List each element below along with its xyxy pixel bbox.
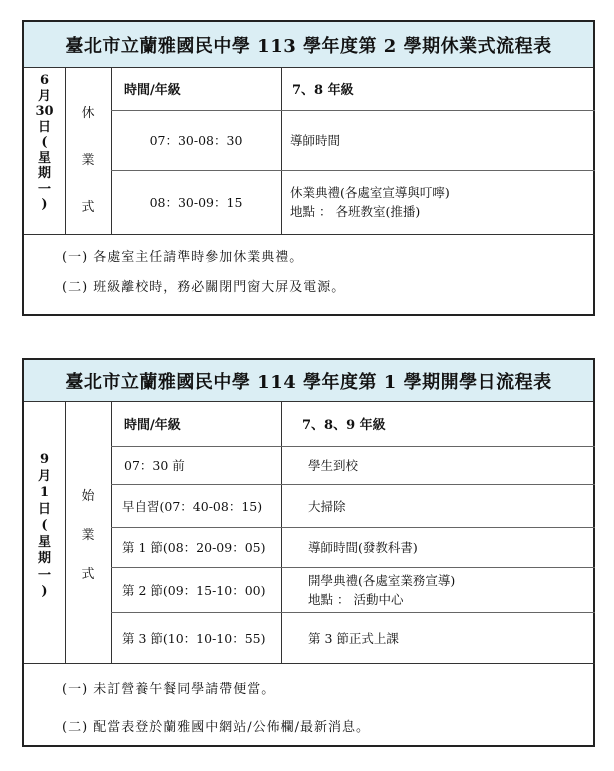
event-char: 式 [81,200,95,215]
schedule-content: 大掃除 [308,498,346,514]
schedule-time: 第 3 節(10：10-10：55) [122,630,266,646]
closing-note-1: (一) 各處室主任請準時參加休業典禮。 [62,250,304,265]
opening-note-1: (一) 未訂營養午餐同學請帶便當。 [62,682,276,697]
schedule-time: 07：30-08：30 [149,133,243,148]
date-char: 一 [37,567,51,583]
closing-note-2: (二) 班級離校時，務必關閉門窗大屏及電源。 [62,280,346,295]
schedule-content: 導師時間 [290,133,341,148]
schedule-time: 第 2 節(09：15-10：00) [122,582,266,598]
date-char: 6 [39,73,50,88]
date-char: 期 [37,166,51,181]
schedule-time: 08：30-09：15 [149,195,243,210]
divider [24,234,595,235]
event-char: 休 [81,106,95,121]
date-char: 星 [37,150,51,166]
schedule-content: 學生到校 [308,458,359,473]
opening-date [24,452,65,601]
time-grade-header: 時間/年級 [124,83,181,98]
date-char: 月 [37,468,51,484]
date-char: ( [41,518,48,533]
schedule-content [308,567,455,612]
opening-schedule-table [22,358,595,747]
date-char: 一 [37,181,51,197]
schedule-content-line: 休業典禮(各處室宣導與叮嚀) [290,185,450,200]
divider [281,67,282,234]
schedule-time: 早自習(07：40-08：15) [122,498,263,514]
date-char: ) [41,197,48,212]
schedule-content [290,170,450,234]
closing-event-label [65,102,111,215]
schedule-time: 第 1 節(08：20-09：05) [122,540,266,555]
schedule-location: 地點 ： 活動中心 [308,591,404,607]
date-char: ( [41,135,48,150]
grade-header: 7、8 年級 [292,83,354,98]
date-char: 日 [37,501,51,517]
schedule-location: 地點 ： 各班教室(推播) [290,204,421,219]
event-char: 業 [81,528,95,543]
grade-header: 7、8、9 年級 [302,418,386,433]
divider [24,663,595,664]
event-char: 業 [81,153,95,168]
opening-table-title: 臺北市立蘭雅國民中學 114 學年度第 1 學期開學日流程表 [24,360,593,402]
date-char: 期 [37,551,51,566]
schedule-content-line: 開學典禮(各處室業務宣導) [308,572,456,588]
closing-schedule-table [22,20,595,316]
schedule-content: 第 3 節正式上課 [308,630,399,646]
event-char: 式 [81,567,95,582]
date-char: 9 [39,452,50,467]
date-char: 月 [37,88,51,104]
divider [281,401,282,663]
date-char: ) [41,584,48,599]
date-char: 日 [37,119,51,135]
date-char: 1 [39,485,50,500]
schedule-time: 07：30 前 [124,458,185,473]
date-char: 30 [35,104,54,119]
opening-event-label [65,485,111,582]
time-grade-header: 時間/年級 [124,418,181,433]
opening-note-2: (二) 配當表登於蘭雅國中網站/公佈欄/最新消息。 [62,720,371,735]
schedule-content: 導師時間(發教科書) [308,540,418,555]
divider [111,401,112,663]
event-char: 始 [81,489,95,504]
closing-date [24,73,65,213]
closing-table-title: 臺北市立蘭雅國民中學 113 學年度第 2 學期休業式流程表 [24,22,593,68]
date-char: 星 [37,534,51,550]
